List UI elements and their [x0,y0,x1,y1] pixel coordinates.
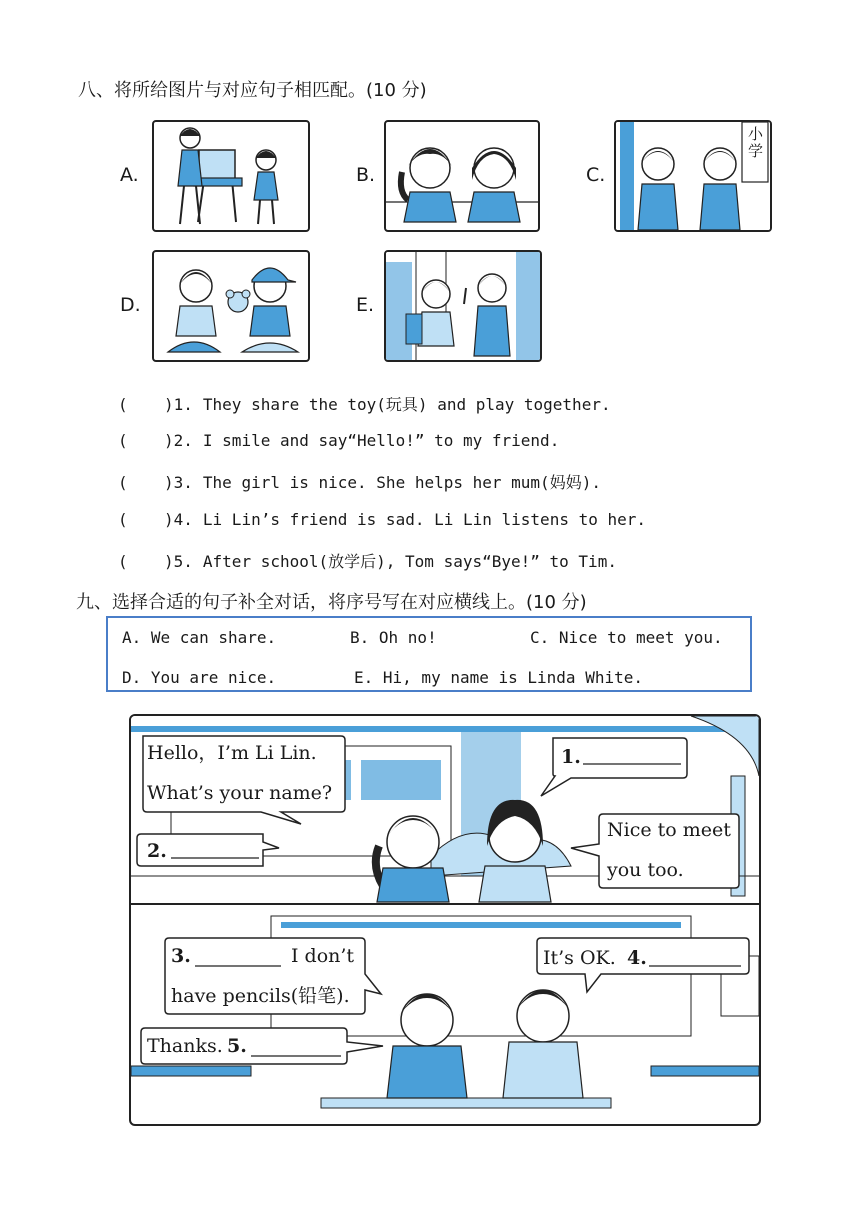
option-c: C. Nice to meet you. [530,628,723,647]
answer-paren[interactable]: ( [118,431,128,450]
bubble-3-rest: I don’t [291,945,355,967]
option-b: B. Oh no! [350,628,437,647]
bubble-nice-line1: Nice to meet [607,819,731,841]
dialogue-comic [129,714,761,1126]
picture-e [384,250,542,362]
answer-paren[interactable]: ( [118,395,128,414]
answer-paren[interactable]: ( [118,552,128,571]
bubble-4-pre: It’s OK. [543,947,616,969]
section-9-title: 九、选择合适的句子补全对话，将序号写在对应横线上。(10 分) [76,592,587,613]
option-a: A. We can share. [122,628,277,647]
item-text: Li Lin’s friend is sad. Li Lin listens to her. [202,510,647,529]
bubble-hello-line2: What’s your name? [147,782,333,804]
bubble-5-pre: Thanks. [147,1035,223,1057]
picture-label-c: C. [586,164,606,186]
blank-1-label: 1. [561,746,581,768]
match-item-5 [118,549,617,572]
blank-5-label: 5. [227,1035,247,1057]
answer-paren[interactable]: ( [118,510,128,529]
match-item-1 [118,392,611,415]
item-text: I smile and say“Hello!” to my friend. [202,431,560,450]
picture-label-a: A. [120,164,139,186]
option-d: D. You are nice. [122,668,277,687]
match-item-3 [118,470,601,493]
blank-4-label: 4. [627,947,647,969]
picture-c [614,120,772,232]
picture-label-e: E. [356,294,375,316]
item-text: The girl is nice. She helps her mum(妈妈). [202,473,601,492]
picture-d [152,250,310,362]
picture-a [152,120,310,232]
picture-label-b: B. [356,164,376,186]
bubble-3-line2: have pencils(铅笔). [171,985,350,1007]
option-e: E. Hi, my name is Linda White. [354,668,643,687]
school-sign: 小学 [748,125,764,160]
options-box [106,616,752,692]
item-text: They share the toy(玩具) and play together. [202,395,611,414]
item-text: After school(放学后), Tom says“Bye!” to Tim. [202,552,617,571]
comic-illustration [131,716,759,1124]
blank-3-label: 3. [171,945,191,967]
item-number: )1. [164,395,193,414]
picture-b [384,120,540,232]
blank-2-label: 2. [147,840,167,862]
match-item-4 [118,510,646,529]
item-number: )5. [164,552,193,571]
picture-label-d: D. [120,294,141,316]
item-number: )2. [164,431,193,450]
bubble-hello-line1: Hello，I’m Li Lin. [147,742,317,764]
item-number: )3. [164,473,193,492]
bubble-nice-line2: you too. [607,859,684,881]
answer-paren[interactable]: ( [118,473,128,492]
section-8-title: 八、将所给图片与对应句子相匹配。(10 分) [78,80,427,101]
item-number: )4. [164,510,193,529]
match-item-2 [118,431,559,450]
